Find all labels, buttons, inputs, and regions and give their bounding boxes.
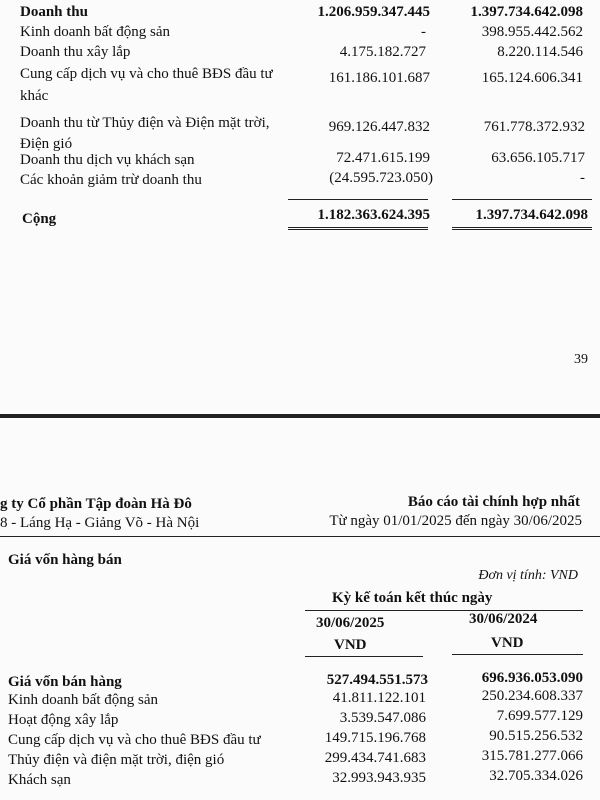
cogs-row xyxy=(0,770,600,790)
cogs-total-2025: 527.494.551.573 xyxy=(326,672,428,688)
period-heading-rule xyxy=(305,610,583,611)
revenue-label: Doanh thu dịch vụ khách sạn xyxy=(20,152,195,168)
cogs-2025: 3.539.547.086 xyxy=(339,710,426,726)
revenue-2025: (24.595.723.050) xyxy=(329,170,433,186)
cogs-2024: 32.705.334.026 xyxy=(489,768,583,784)
col2-rule xyxy=(452,654,583,655)
revenue-2024: 63.656.105.717 xyxy=(491,150,585,166)
revenue-total-2024: 1.397.734.642.098 xyxy=(470,4,583,20)
cogs-2025: 149.715.196.768 xyxy=(324,730,426,746)
sum-double-rule-2024-b xyxy=(452,229,592,230)
cogs-total-2024: 696.936.053.090 xyxy=(481,670,583,686)
header-rule xyxy=(0,536,600,537)
revenue-2025: - xyxy=(421,24,426,40)
section-title: Giá vốn hàng bán xyxy=(8,552,122,568)
revenue-2024: 8.220.114.546 xyxy=(497,44,583,60)
cogs-2024: 90.515.256.532 xyxy=(489,728,583,744)
revenue-total-label: Doanh thu xyxy=(20,4,88,20)
col1-unit: VND xyxy=(334,637,367,653)
cogs-label: Hoạt động xây lắp xyxy=(8,712,119,728)
revenue-label: Các khoản giảm trừ doanh thu xyxy=(20,172,202,188)
revenue-label-continuation: khác xyxy=(20,88,49,104)
revenue-sum-row xyxy=(0,205,600,225)
revenue-row xyxy=(0,64,600,84)
company-address: 8 - Láng Hạ - Giảng Võ - Hà Nội xyxy=(0,515,200,531)
revenue-2025: 969.126.447.832 xyxy=(328,119,430,135)
company-name: g ty Cổ phần Tập đoàn Hà Đô xyxy=(0,496,192,512)
revenue-2024: 761.778.372.932 xyxy=(483,119,585,135)
cogs-label: Thủy điện và điện mặt trời, điện gió xyxy=(8,752,225,768)
period-heading: Kỳ kế toán kết thúc ngày xyxy=(332,590,493,606)
cogs-2025: 41.811.122.101 xyxy=(332,690,426,706)
cogs-2025: 32.993.943.935 xyxy=(332,770,426,786)
sum-double-rule-2025-b xyxy=(288,229,428,230)
sum-double-rule-2024 xyxy=(452,227,592,228)
page-cogs xyxy=(0,418,600,800)
col1-date: 30/06/2025 xyxy=(316,615,385,631)
revenue-label: Doanh thu từ Thủy điện và Điện mặt trời, xyxy=(20,115,270,131)
sum-double-rule-2025 xyxy=(288,227,428,228)
revenue-label: Cung cấp dịch vụ và cho thuê BĐS đầu tư xyxy=(20,66,273,82)
revenue-2025: 4.175.182.727 xyxy=(339,44,426,60)
revenue-row xyxy=(0,42,600,62)
revenue-row xyxy=(0,113,600,133)
revenue-row xyxy=(0,22,600,42)
revenue-row xyxy=(0,170,600,190)
cogs-label: Kinh doanh bất động sản xyxy=(8,692,158,708)
report-title: Báo cáo tài chính hợp nhất xyxy=(407,494,580,510)
cogs-2024: 250.234.608.337 xyxy=(481,688,583,704)
revenue-sum-label: Cộng xyxy=(22,211,57,227)
revenue-total-2025: 1.206.959.347.445 xyxy=(317,4,430,20)
cogs-2025: 299.434.741.683 xyxy=(324,750,426,766)
revenue-row xyxy=(0,150,600,170)
sum-rule-2025 xyxy=(288,199,428,200)
revenue-sum-2025: 1.182.363.624.395 xyxy=(317,207,430,223)
col2-unit: VND xyxy=(491,635,524,651)
revenue-label-continuation: Điện gió xyxy=(20,136,73,152)
col2-date: 30/06/2024 xyxy=(469,611,538,627)
unit-note: Đơn vị tính: VND xyxy=(478,568,578,583)
revenue-2025: 72.471.615.199 xyxy=(336,150,430,166)
cogs-2024: 315.781.277.066 xyxy=(481,748,583,764)
revenue-label: Kinh doanh bất động sản xyxy=(20,24,170,40)
revenue-total-row xyxy=(0,2,600,22)
revenue-sum-2024: 1.397.734.642.098 xyxy=(475,207,588,223)
revenue-row-continuation xyxy=(0,86,600,106)
revenue-label: Doanh thu xây lắp xyxy=(20,44,131,60)
report-period: Từ ngày 01/01/2025 đến ngày 30/06/2025 xyxy=(329,513,582,529)
col1-rule xyxy=(305,656,423,657)
cogs-label: Cung cấp dịch vụ và cho thuê BĐS đầu tư xyxy=(8,732,261,748)
cogs-label: Khách sạn xyxy=(8,772,71,788)
sum-rule-2024 xyxy=(452,199,592,200)
revenue-2025: 161.186.101.687 xyxy=(328,70,430,86)
page-number: 39 xyxy=(574,352,588,367)
cogs-2024: 7.699.577.129 xyxy=(496,708,583,724)
revenue-2024: - xyxy=(580,170,585,186)
revenue-2024: 165.124.606.341 xyxy=(481,70,583,86)
revenue-2024: 398.955.442.562 xyxy=(481,24,583,40)
cogs-total-label: Giá vốn bán hàng xyxy=(8,674,122,690)
